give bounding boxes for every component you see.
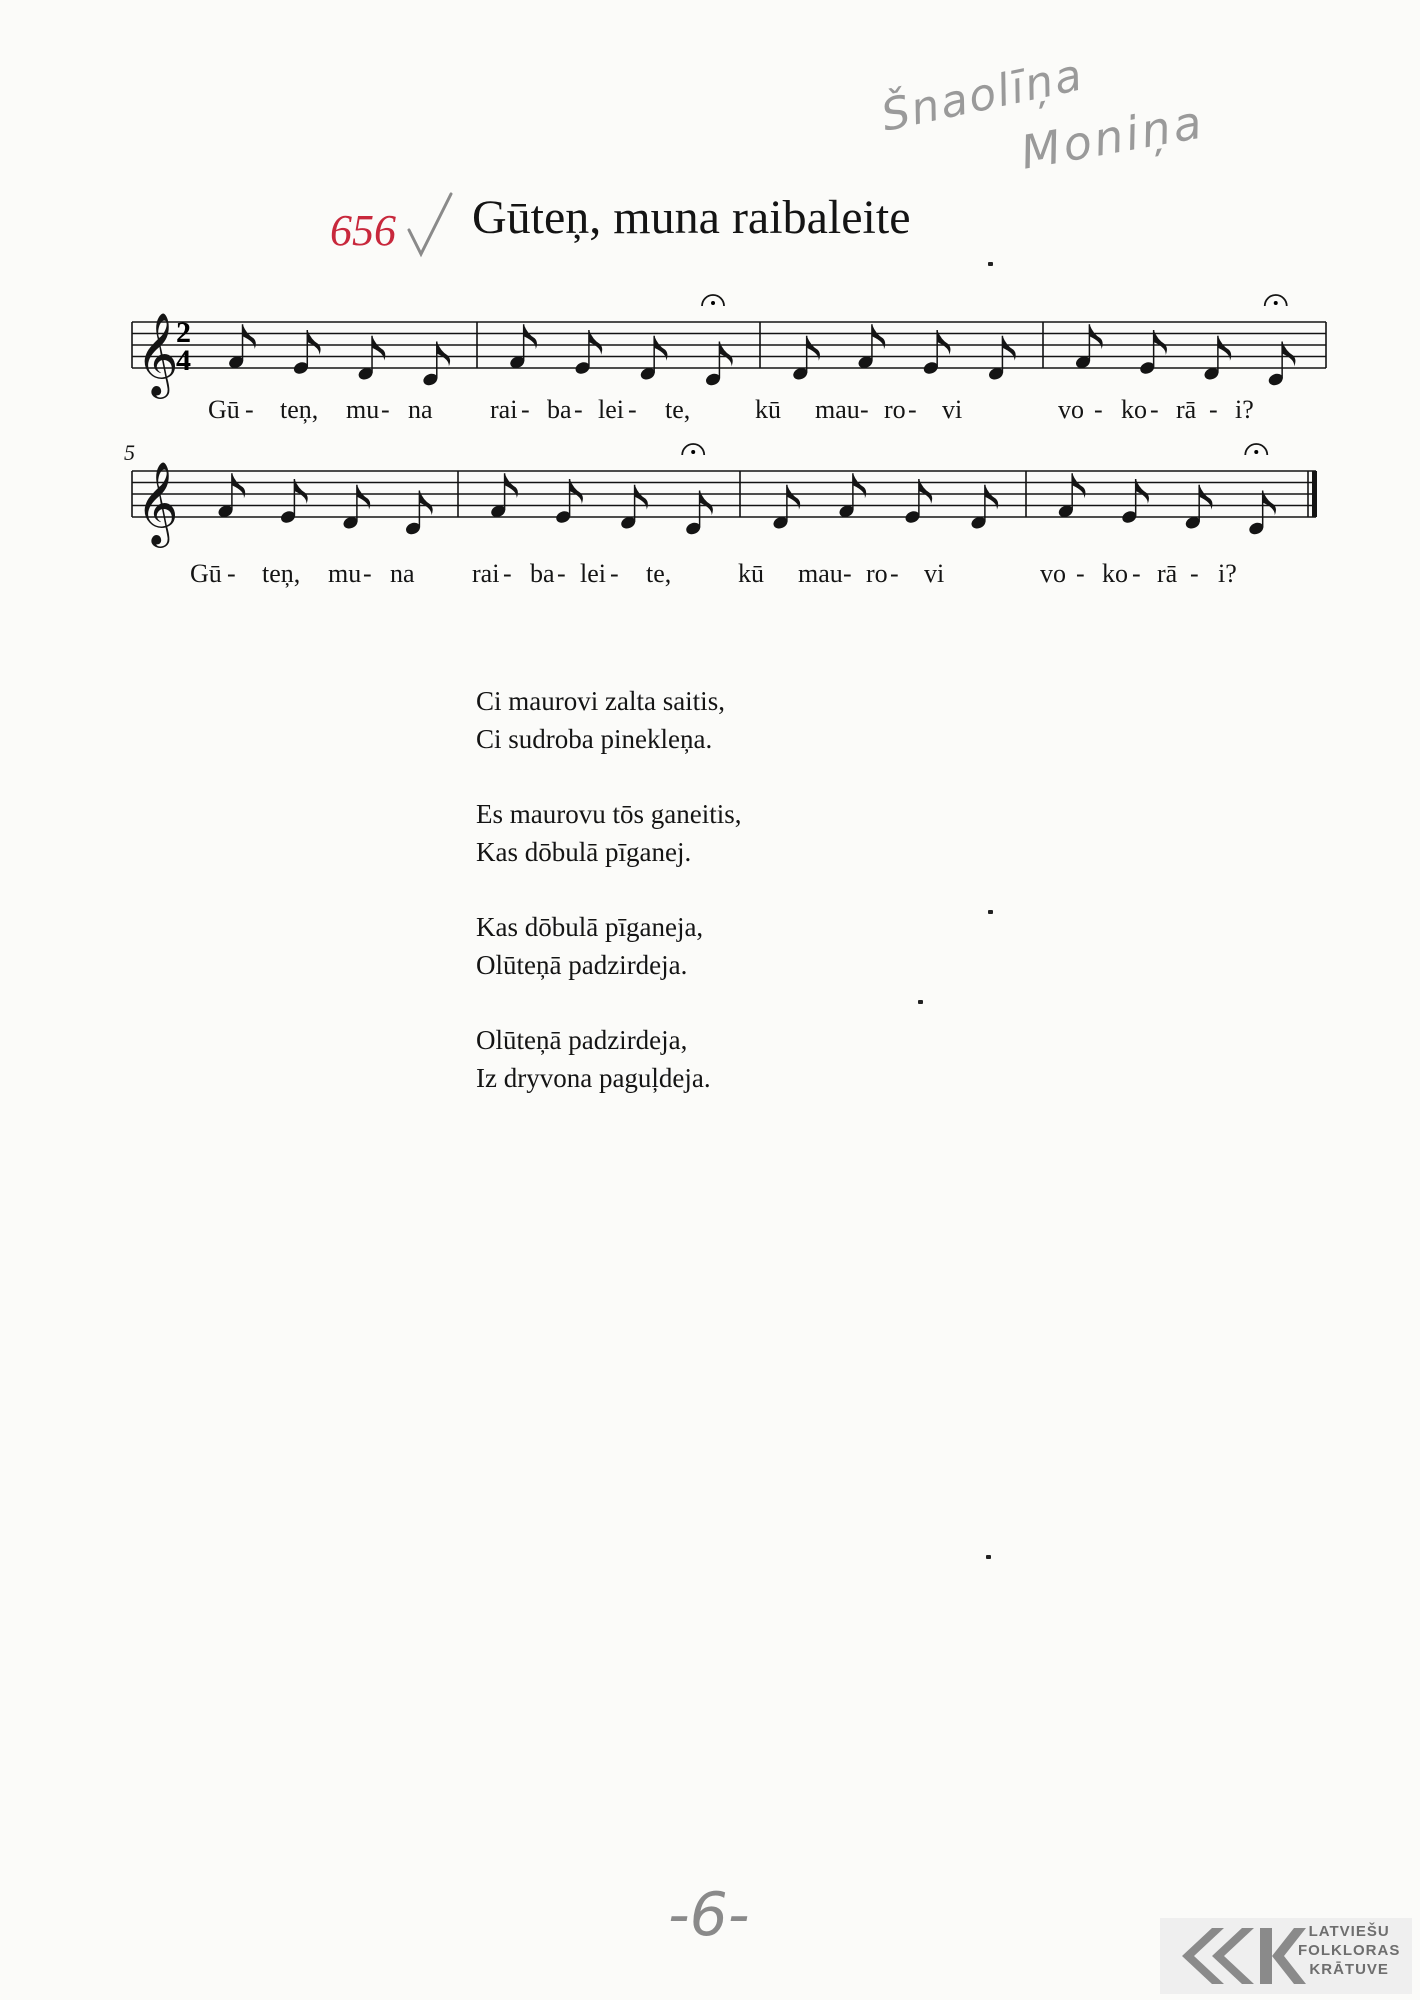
lyric-hyphen: - — [890, 559, 899, 588]
lyric-hyphen: - — [610, 559, 619, 588]
lyric-syllable: mu — [346, 395, 380, 424]
lyric-syllable: mau — [798, 559, 843, 588]
lyric-hyphen: - — [363, 559, 372, 588]
lyric-syllable: Gū — [190, 559, 222, 588]
archive-logo-text — [1298, 1922, 1400, 1979]
stanza — [476, 1021, 741, 1097]
lyric-syllable: vo — [1040, 559, 1066, 588]
lyric-syllable: ko — [1102, 559, 1128, 588]
fermata-dot — [711, 301, 715, 305]
lyric-hyphen: - — [1132, 559, 1141, 588]
lyric-syllable: kū — [755, 395, 781, 424]
time-signature-top: 2 — [176, 316, 191, 349]
handwritten-annotation-line1: Šnaolīņa — [876, 49, 1089, 142]
lyric-syllable: lei — [580, 559, 606, 588]
lyric-syllable: i? — [1218, 559, 1237, 588]
poem-line: Ci sudroba pinekleņa. — [476, 724, 713, 754]
logo-line: KRĀTUVE — [1309, 1961, 1389, 1978]
poem-line: Kas dōbulā pīganej. — [476, 837, 692, 867]
logo-line: LATVIEŠU — [1308, 1923, 1390, 1940]
lyric-hyphen: - — [557, 559, 566, 588]
lyric-syllable: rai — [490, 395, 518, 424]
lyric-hyphen: - — [1094, 395, 1103, 424]
lyric-syllable: rā — [1176, 395, 1197, 424]
lyrics-system-1 — [208, 395, 1254, 424]
lyric-syllable: kū — [738, 559, 764, 588]
fermata-dot — [1254, 450, 1258, 454]
scan-speck — [988, 262, 993, 266]
lyric-syllable: teņ, — [262, 559, 301, 588]
poem-line: Ci maurovi zalta saitis, — [476, 686, 725, 716]
lyric-hyphen: - — [860, 395, 869, 424]
lyric-syllable: vi — [942, 395, 963, 424]
lyric-hyphen: - — [1150, 395, 1159, 424]
scan-speck — [986, 1555, 991, 1559]
stanza — [476, 682, 741, 758]
stanza — [476, 795, 741, 871]
lyric-syllable: te, — [665, 395, 691, 424]
fermata-dot — [1274, 301, 1278, 305]
lyric-syllable: ro — [884, 395, 906, 424]
staves — [132, 311, 1326, 548]
scan-speck — [918, 1000, 923, 1004]
lyric-syllable: vi — [924, 559, 945, 588]
poem-line: Kas dōbulā pīganeja, — [476, 912, 704, 942]
lyric-hyphen: - — [521, 395, 530, 424]
lyric-syllable: ko — [1121, 395, 1147, 424]
handwritten-annotation-line2: Moniņa — [1016, 94, 1209, 180]
lyric-hyphen: - — [1076, 559, 1085, 588]
lyric-syllable: ba — [547, 395, 572, 424]
poem-line: Olūteņā padzirdeja. — [476, 950, 688, 980]
catalog-number: 656 — [330, 206, 396, 255]
scan-speck — [988, 910, 993, 914]
treble-clef-icon: 𝄞 — [136, 311, 179, 395]
lyric-syllable: mu — [328, 559, 362, 588]
lyric-hyphen: - — [1209, 395, 1218, 424]
poem-line: Olūteņā padzirdeja, — [476, 1025, 688, 1055]
poem-line: Es maurovu tōs ganeitis, — [476, 799, 742, 829]
lyric-syllable: lei — [598, 395, 624, 424]
lyric-syllable: teņ, — [280, 395, 319, 424]
handwritten-page-mark: -6- — [668, 1880, 750, 1950]
lyric-hyphen: - — [381, 395, 390, 424]
lyric-syllable: te, — [646, 559, 672, 588]
lyric-hyphen: - — [1190, 559, 1199, 588]
stanza — [476, 908, 741, 984]
lyric-syllable: rā — [1157, 559, 1178, 588]
lyric-hyphen: - — [574, 395, 583, 424]
lyric-syllable: rai — [472, 559, 500, 588]
song-title: Gūteņ, muna raibaleite — [472, 191, 911, 244]
lyric-hyphen: - — [908, 395, 917, 424]
lyric-hyphen: - — [227, 559, 236, 588]
treble-clef-icon: 𝄞 — [136, 460, 179, 544]
logo-line: FOLKLORAS — [1298, 1942, 1401, 1959]
lyric-hyphen: - — [245, 395, 254, 424]
lyric-hyphen: - — [843, 559, 852, 588]
lyric-syllable: na — [390, 559, 415, 588]
lyric-syllable: vo — [1058, 395, 1084, 424]
poem-line: Iz dryvona paguļdeja. — [476, 1063, 711, 1093]
poem-text — [476, 682, 741, 1134]
measure-number: 5 — [124, 440, 135, 465]
final-barline — [1312, 471, 1317, 517]
lyric-syllable: Gū — [208, 395, 240, 424]
music-score — [0, 0, 1420, 620]
time-signature-bottom: 4 — [176, 344, 191, 377]
lyric-syllable: ba — [530, 559, 555, 588]
lyric-hyphen: - — [628, 395, 637, 424]
lyrics-system-2 — [190, 559, 1237, 588]
lyric-syllable: na — [408, 395, 433, 424]
lyric-syllable: i? — [1235, 395, 1254, 424]
lyric-syllable: ro — [866, 559, 888, 588]
lyric-hyphen: - — [503, 559, 512, 588]
fermata-dot — [691, 450, 695, 454]
lyric-syllable: mau — [815, 395, 860, 424]
